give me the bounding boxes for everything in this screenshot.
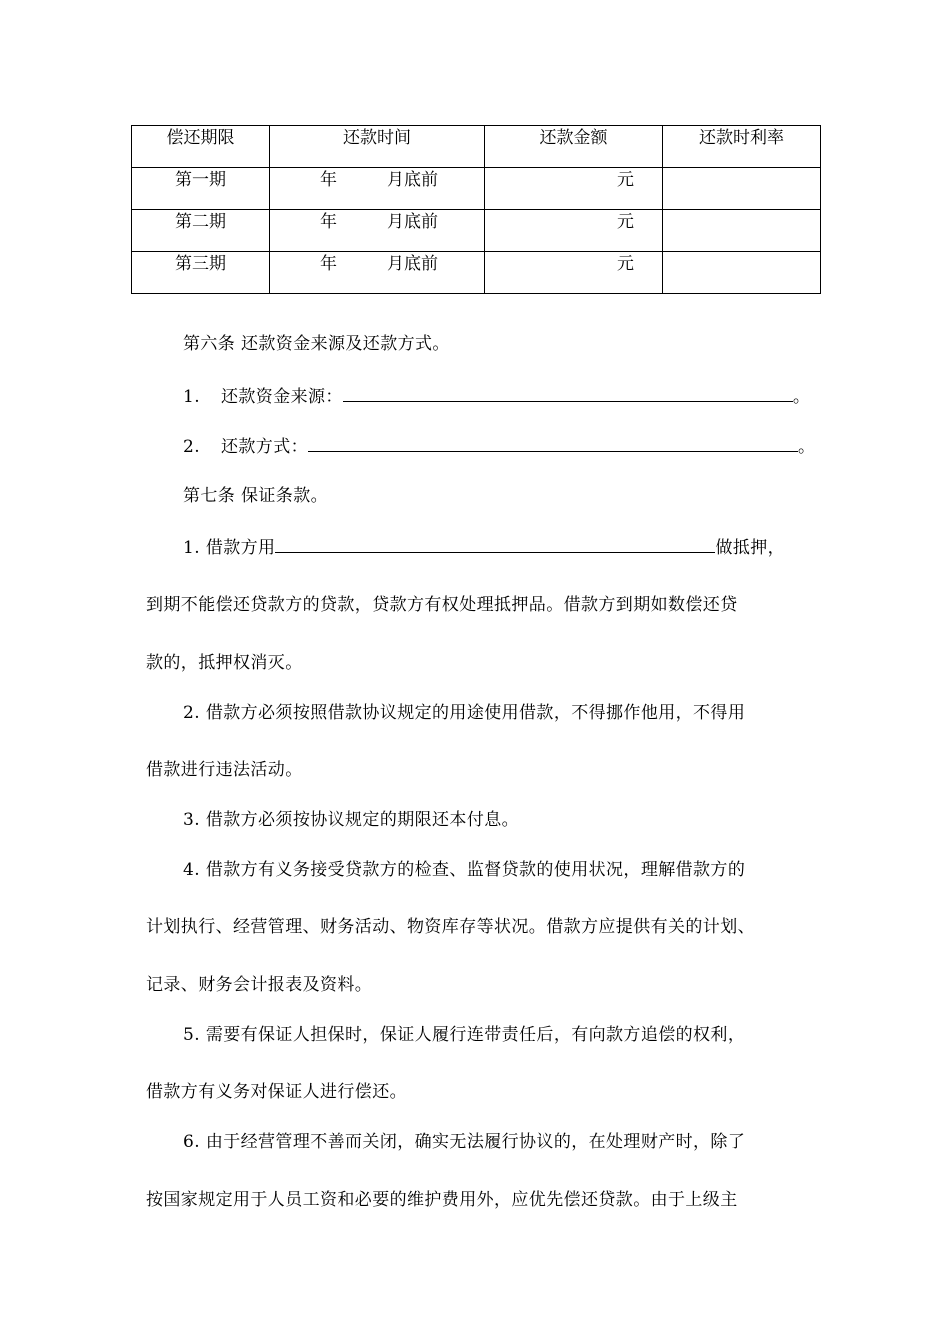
time-cell (270, 252, 485, 294)
article7-p1-line1: 1. 借款方用 做抵押， (183, 535, 785, 560)
month-label: 月底前 (387, 170, 438, 190)
article7-p4-line1: 4. 借款方有义务接受贷款方的检查、监督贷款的使用状况，理解借款方的 (183, 860, 746, 880)
currency-unit: 元 (617, 212, 634, 232)
article7-title: 第七条 保证条款。 (183, 486, 329, 506)
header-amount: 还款金额 (485, 126, 663, 168)
table-header-row (132, 126, 821, 168)
year-label: 年 (320, 170, 337, 190)
rate-cell (663, 168, 821, 210)
amount-cell (485, 168, 663, 210)
item-label: 还款资金来源： (221, 387, 343, 407)
currency-unit: 元 (617, 254, 634, 274)
year-label: 年 (320, 254, 337, 274)
time-cell (270, 168, 485, 210)
article7-p1-line2: 到期不能偿还贷款方的贷款，贷款方有权处理抵押品。借款方到期如数偿还贷 (146, 595, 738, 615)
article7-p6-line1: 6. 由于经营管理不善而关闭，确实无法履行协议的，在处理财产时，除了 (183, 1132, 746, 1152)
rate-cell (663, 252, 821, 294)
year-label: 年 (320, 212, 337, 232)
article7-p5-line2: 借款方有义务对保证人进行偿还。 (146, 1082, 407, 1102)
amount-cell (485, 210, 663, 252)
table-row (132, 168, 821, 210)
month-label: 月底前 (387, 212, 438, 232)
time-cell (270, 210, 485, 252)
article6-item1: 1. 还款资金来源： 。 (183, 384, 810, 409)
period-cell: 第三期 (132, 252, 270, 294)
collateral-blank (275, 535, 715, 553)
funding-source-blank (343, 384, 793, 402)
repayment-schedule-table (131, 125, 821, 294)
article6-item2: 2. 还款方式： 。 (183, 434, 815, 459)
article7-p6-line2: 按国家规定用于人员工资和必要的维护费用外，应优先偿还贷款。由于上级主 (146, 1190, 738, 1210)
currency-unit: 元 (617, 170, 634, 190)
repayment-method-blank (308, 434, 798, 452)
article7-p2-line1: 2. 借款方必须按照借款协议规定的用途使用借款，不得挪作他用，不得用 (183, 703, 746, 723)
item-number: 2. (183, 437, 201, 457)
header-time: 还款时间 (270, 126, 485, 168)
table-row (132, 252, 821, 294)
table-row (132, 210, 821, 252)
article7-p4-line2: 计划执行、经营管理、财务活动、物资库存等状况。借款方应提供有关的计划、 (146, 917, 755, 937)
amount-cell (485, 252, 663, 294)
article6-title: 第六条 还款资金来源及还款方式。 (183, 334, 450, 354)
rate-cell (663, 210, 821, 252)
article7-p3-line1: 3. 借款方必须按协议规定的期限还本付息。 (183, 810, 520, 830)
item-label: 还款方式： (221, 437, 308, 457)
period-cell: 第二期 (132, 210, 270, 252)
header-rate: 还款时利率 (663, 126, 821, 168)
article7-p1-line3: 款的，抵押权消灭。 (146, 653, 303, 673)
article7-p5-line1: 5. 需要有保证人担保时，保证人履行连带责任后，有向款方追偿的权利， (183, 1025, 746, 1045)
header-period: 偿还期限 (132, 126, 270, 168)
article7-p4-line3: 记录、财务会计报表及资料。 (146, 975, 373, 995)
period-cell: 第一期 (132, 168, 270, 210)
article7-p2-line2: 借款进行违法活动。 (146, 760, 303, 780)
item-number: 1. (183, 387, 201, 407)
month-label: 月底前 (387, 254, 438, 274)
